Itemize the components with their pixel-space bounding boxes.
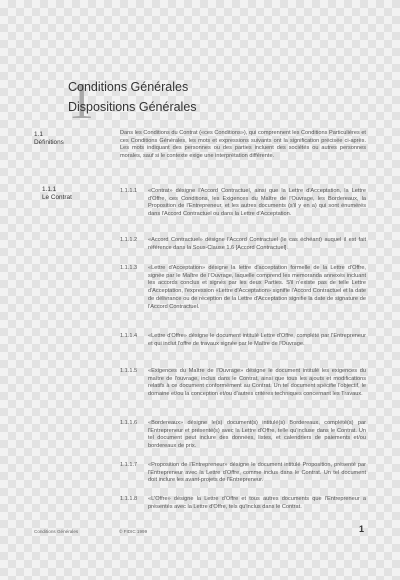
clause-text: «Accord Contractuel» désigne l'Accord Contractuel (le cas échéant) auquel il est fait référence dans la Sous-Clause 1.6 [Accord Contractuel]. (148, 237, 366, 251)
chapter-title: Dispositions Générales (68, 100, 197, 114)
clause-text: «Bordereaux» désigne le(s) document(s) intitulé(s) Bordereaux, complété(s) par l'Entrepreneur et présenté(s) avec la Lettre d'Offre, telle qu'incluse dans le Contrat. Un tel document peut inclure des données, listes, et calendriers de paiements et/ou bordereaux de prix. (148, 420, 366, 450)
clause-text: «Exigences du Maître de l'Ouvrage» désigne le document intitulé les exigences du maître de l'ouvrage, inclus dans le Contrat, ainsi que tous les ajouts et modifications relatifs à ce document conformément au Contrat. Un tel document spécifie l'objectif, le domaine et/ou la conception et/ou d'autres critères techniques concernant les Travaux. (148, 368, 366, 398)
clause-text: «Lettre d'Acceptation» désigne la lettre d'acceptation formelle de la Lettre d'Offre, signée par le Maître de l'Ouvrage, laquelle comprend les memoranda annexés incluant les accords conclus et signés par les deux Parties. S'il n'existe pas de telle Lettre d'Acceptation, l'expression «Lettre d'Acceptation» signifie l'Accord Contractuel et la date de délivrance ou de réception de la Lettre d'Acceptation signifie la date de signature de l'Accord Contractuel. (148, 265, 366, 310)
clause-text: «Lettre d'Offre» désigne le document intitulé Lettre d'Offre, complété par l'Entrepreneur et qui inclut l'offre de travaux signée par le Maître de l'Ouvrage. (148, 333, 366, 347)
clause-number: 1.1.1.3 (120, 265, 138, 271)
section-title: Définitions (34, 139, 64, 146)
page-number: 1 (359, 524, 365, 534)
footer-title: Conditions Générales (34, 529, 79, 534)
subsection-number: 1.1.1 (42, 186, 57, 193)
section-number: 1.1 (34, 131, 43, 138)
section-heading (34, 131, 64, 147)
clause-number: 1.1.1.1 (120, 188, 138, 194)
clause-number: 1.1.1.6 (120, 420, 138, 426)
clause-text: «Proposition de l'Entrepreneur» désigne le document intitulé Proposition, présenté par l'Entrepreneur avec la Lettre d'Offre, comme inclus dans le Contrat. Un tel document doit inclure les avant-projets de l'Entrepreneur. (148, 462, 366, 484)
subsection-title: Le Contrat (42, 194, 72, 201)
chapter-number: 1 (68, 73, 92, 130)
definitions-intro: Dans les Conditions du Contrat («ces Conditions»), qui comprennent les Conditions Particulières et ces Conditions Générales, les mots et expressions suivants ont la signification précisée ci-après. Les mots indiquant des personnes ou des parties incluent des sociétés ou autres personnes morales, sauf si le contexte exige une interprétation différente. (120, 130, 366, 160)
document-title: Conditions Générales (68, 80, 189, 94)
clause-number: 1.1.1.8 (120, 496, 138, 502)
footer-copyright: © FIDIC 1999 (119, 529, 148, 534)
clause-number: 1.1.1.2 (120, 237, 138, 243)
subsection-heading (42, 186, 72, 202)
clause-number: 1.1.1.7 (120, 462, 138, 468)
clause-number: 1.1.1.5 (120, 368, 138, 374)
clause-text: «L'Offre» désigne la Lettre d'Offre et tous autres documents que l'Entrepreneur a présentés avec la Lettre d'Offre, tels qu'inclus dans le Contrat. (148, 496, 366, 510)
clause-number: 1.1.1.4 (120, 333, 138, 339)
clause-text: «Contrat» désigne l'Accord Contractuel, ainsi que la Lettre d'Acceptation, la Lettre d'Offre, ces Conditions, les Exigences du Maître de l'Ouvrage, les Bordereaux, la Proposition de l'Entrepreneur, et les autres documents (s'il y en a) qui sont énumérés dans l'Accord Contractuel ou dans la Lettre d'Acceptation. (148, 188, 366, 218)
